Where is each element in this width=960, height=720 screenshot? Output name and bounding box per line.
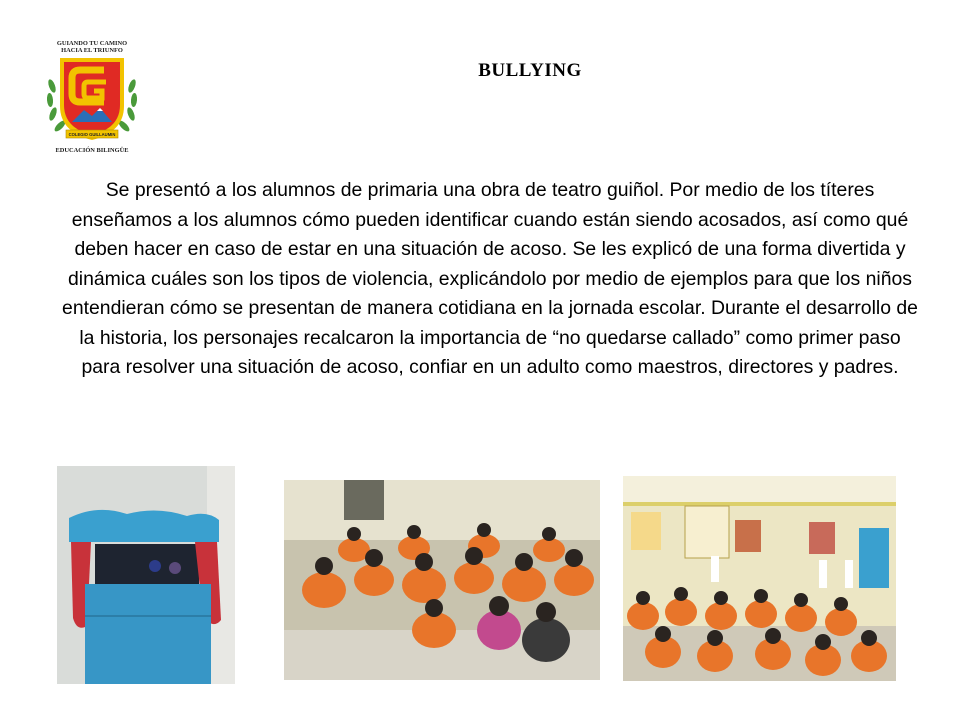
photo-students-watching — [623, 476, 896, 681]
logo-motto-line: HACIA EL TRIUNFO — [61, 47, 123, 54]
school-logo — [42, 36, 142, 160]
students-watching-image — [623, 476, 896, 681]
logo-motto-line: GUIANDO TU CAMINO — [56, 40, 128, 47]
logo-ribbon-text: COLEGIO GUILLAUMIN — [68, 132, 116, 137]
puppet-theater-image — [57, 466, 235, 684]
logo-bottom-text: EDUCACIÓN BILINGÜE — [55, 147, 129, 154]
body-text: Se presentó a los alumnos de primaria una obra de teatro guiñol. Por medio de los títeres enseñamos a los alumnos cómo pueden identificar cuando están siendo acosados, así como qué deben hacer en caso de estar en una situación de acoso. Se les explicó de una forma divertida y dinámica cuáles son los tipos de violencia, explicándolo por medio de ejemplos para que los niños entendieran cómo se presentan de manera cotidiana en la jornada escolar. Durante el desarrollo de la historia, los personajes recalcaron la importancia de “no quedarse callado” como primer paso para resolver una situación de acoso, confiar en un adulto como maestros, directores y padres. — [62, 179, 918, 378]
photo-students-seated — [284, 480, 600, 680]
page-title: BULLYING — [478, 60, 582, 81]
students-seated-image — [284, 480, 600, 680]
body-paragraph — [60, 176, 920, 383]
photo-puppet-theater — [57, 466, 235, 684]
school-crest-icon — [42, 36, 142, 160]
